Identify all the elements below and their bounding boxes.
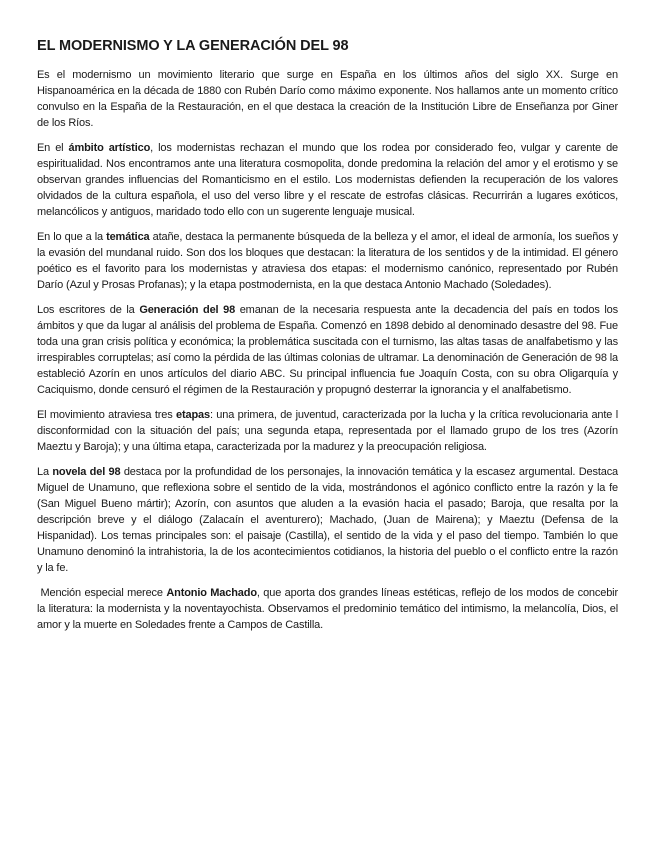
- paragraph-tematica: [37, 229, 618, 293]
- paragraph-ambito-artistico: [37, 140, 618, 220]
- text-pre: En el: [37, 142, 69, 154]
- bold-term: etapas: [176, 409, 210, 421]
- bold-term: novela del 98: [52, 466, 121, 478]
- text-pre: Los escritores de la: [37, 304, 140, 316]
- paragraph-intro: Es el modernismo un movimiento literario que surge en España en los últimos años del siglo XX. Surge en Hispanoamérica en la década de 1880 con Rubén Darío como máximo exponente. Nos hallamos ante un momento crítico convulso en la España de la Restauración, en el que destaca la creación de la Institución Libre de Enseñanza por Giner de los Ríos.: [37, 69, 618, 129]
- text-pre: En lo que a la: [37, 231, 107, 243]
- text-post: destaca por la profundidad de los personajes, la innovación temática y la escasez argumental. Destaca Miguel de Unamuno, que reflexiona sobre el sentido de la vida, mostrándonos el agónico conflicto entre la razón y la fe (San Miguel Bueno mártir); Azorín, con asuntos que aluden a la evasión hacia el pasado; Baroja, que resalta por la descripción breve y el diálogo (Zalacaín el aventurero); Machado, (Juan de Mairena); y Maeztu (Defensa de la Hispanidad). Los temas principales son: el paisaje (Castilla), el sentido de la vida y el paso del tiempo. También lo que Unamuno denominó la intrahistoria, la de los acontecimientos cotidianos, la historia del pueblo o el conflicto entre la razón y la fe.: [37, 466, 619, 574]
- page-title: EL MODERNISMO Y LA GENERACIÓN DEL 98: [37, 38, 349, 54]
- text-pre: Mención especial merece: [37, 587, 167, 599]
- text-post: , que aporta dos grandes líneas estéticas, reflejo de los modos de concebir la literatura: la modernista y la noventayochista. Observamos el predominio temático del intimismo, la melancolía, Dios, el amor y la muerte en Soledades frente a Campos de Castilla.: [37, 587, 618, 631]
- text-pre: La: [37, 466, 53, 478]
- bold-term: Generación del 98: [139, 304, 236, 316]
- bold-term: Antonio Machado: [166, 587, 257, 599]
- paragraph-etapas: [37, 407, 618, 455]
- paragraph-generacion-98: [37, 302, 618, 398]
- text-post: : una primera, de juventud, caracterizada por la lucha y la crítica revolucionaria ante l disconformidad con la situación del país; una segunda etapa, representada por el llamado grupo de los tres (Azorín Maeztu y Baroja); y una última etapa, caracterizada por la madurez y la preocupación religiosa.: [37, 409, 618, 453]
- text-pre: El movimiento atraviesa tres: [37, 409, 176, 421]
- bold-term: ámbito artístico: [68, 142, 151, 154]
- bold-term: temática: [106, 231, 150, 243]
- text-post: emanan de la necesaria respuesta ante la decadencia del país en todos los ámbitos y que da lugar al análisis del problema de España. Comenzó en 1898 debido al denominado desastre del 98. Fue toda una gran crisis política y económica; la problemática suscitada con el turnismo, las altas tasas de analfabetismo y las irrespirables corruptelas; así como la pérdida de las últimas colonias de ultramar. La denominación de Generación de 98 la estableció Azorín en unos artículos del diario ABC. Su principal influencia fue Joaquín Costa, con su obra Oligarquía y Caciquismo, donde censuró el régimen de la Restauración y propugnó desterrar la ignorancia y el analfabetismo.: [37, 304, 618, 396]
- text-post: atañe, destaca la permanente búsqueda de la belleza y el amor, el ideal de armonía, los sueños y la evasión del mundanal ruido. Son dos los bloques que destacan: la literatura de los sentidos y de la intimidad. El género poético es el favorito para los modernistas y atraviesa dos etapas: el modernismo canónico, representado por Rubén Darío (Azul y Prosas Profanas); y la etapa postmodernista, en la que destaca Antonio Machado (Soledades).: [37, 231, 618, 291]
- text-post: , los modernistas rechazan el mundo que los rodea por considerado feo, vulgar y carente de espiritualidad. Nos encontramos ante una literatura cosmopolita, donde predomina la relación del amor y el erotismo y se observan grandes influencias del Romanticismo en el estilo. Los modernistas defienden la recuperación de los valores olvidados de la cultura española, el uso del verso libre y el rescate de estrofas clásicas. Recurrirán a lugares exóticos, melancólicos y antiguos, maridado todo ello con un sugerente lenguaje musical.: [37, 142, 618, 218]
- paragraph-antonio-machado: [37, 585, 618, 633]
- paragraph-novela-98: [37, 464, 618, 576]
